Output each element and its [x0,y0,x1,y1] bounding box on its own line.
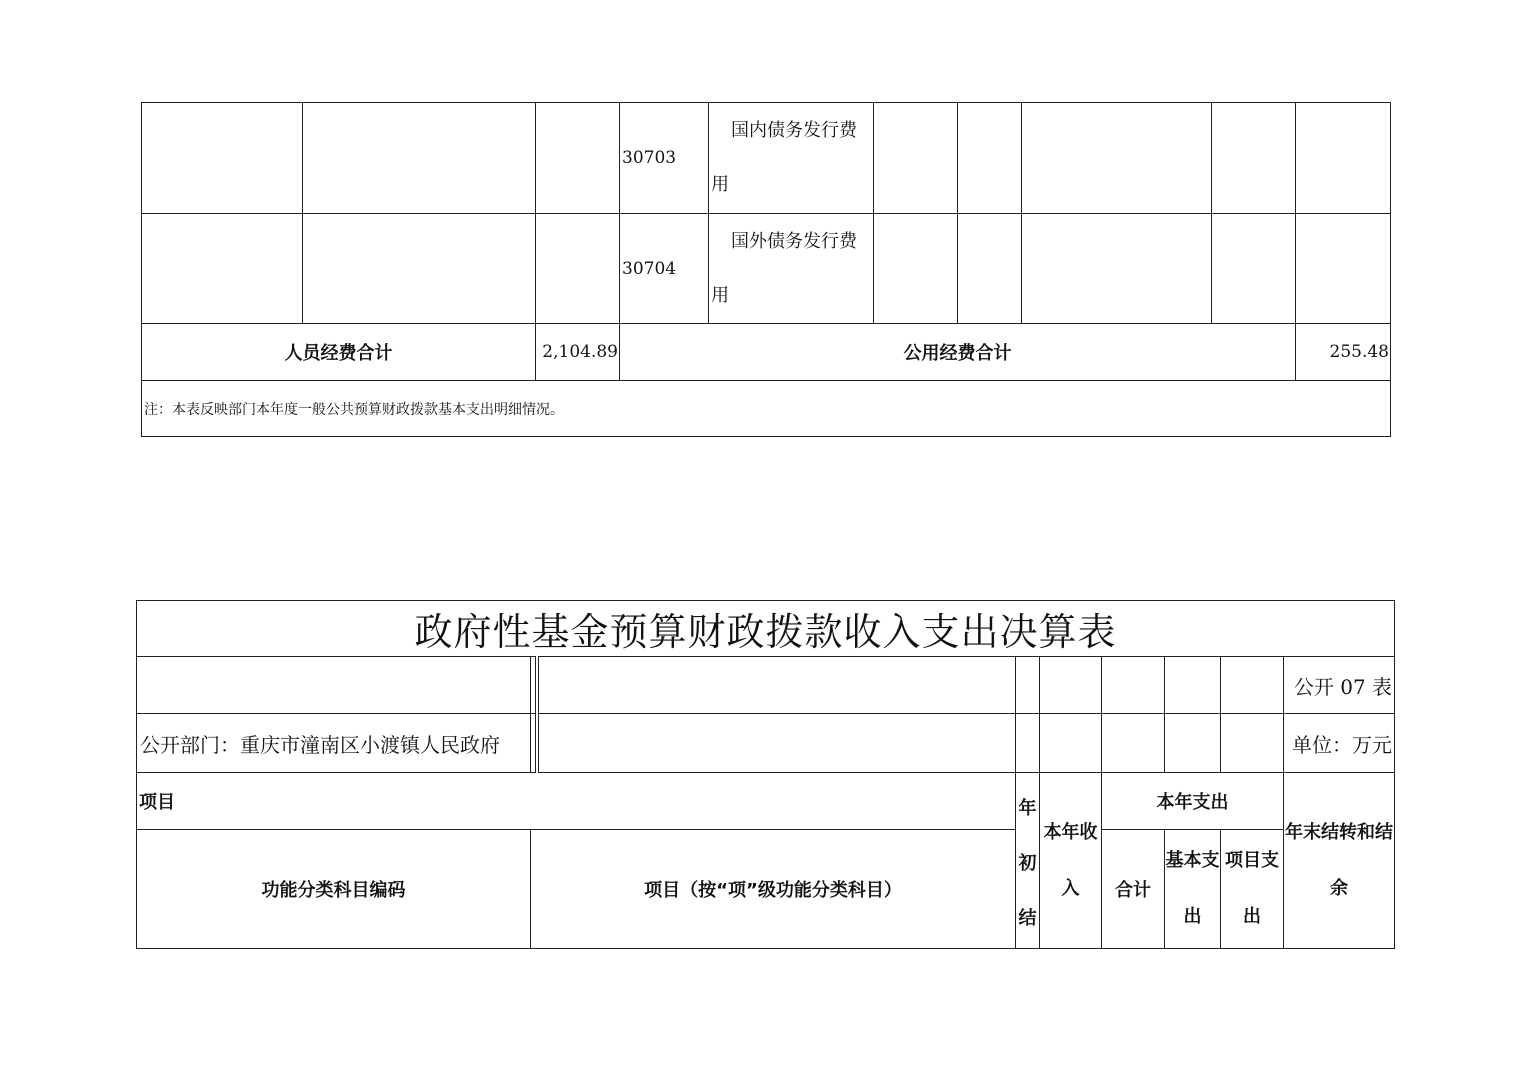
name-line-2: 用 [711,174,729,195]
public-total-label: 公用经费合计 [620,324,1296,381]
header-expenditure: 本年支出 [1102,773,1284,830]
header-basic: 基本支出 [1165,830,1221,949]
header-project: 项目支出 [1221,830,1284,949]
header-opening-balance: 年初结 [1016,773,1040,949]
government-fund-budget-table [136,600,1395,949]
name-line-1: 国外债务发行费 [731,230,857,252]
header-item-by-class: 项目（按“项”级功能分类科目） [531,830,1016,949]
header-item: 项目 [137,773,1016,830]
personnel-total-value: 2,104.89 [536,324,620,381]
public-total-value: 255.48 [1296,324,1391,381]
title-row [137,601,1395,657]
table-note: 注：本表反映部门本年度一般公共预算财政拨款基本支出明细情况。 [142,381,1391,437]
expense-detail-table-continued [141,102,1391,437]
header-total: 合计 [1102,830,1165,949]
form-number-row [137,657,1395,714]
economic-name-cell [709,214,874,324]
table-row [142,214,1391,324]
name-line-1: 国内债务发行费 [731,120,857,141]
name-line-2: 用 [711,284,729,306]
header-income: 本年收入 [1040,773,1102,949]
header-function-code: 功能分类科目编码 [137,830,531,949]
economic-name-cell [709,103,874,214]
header-row-2 [137,830,1395,949]
header-year-end: 年末结转和结余 [1284,773,1395,949]
department-label: 公开部门：重庆市潼南区小渡镇人民政府 [137,714,531,773]
unit-label: 单位：万元 [1284,714,1395,773]
header-row-1 [137,773,1395,830]
personnel-total-label: 人员经费合计 [142,324,536,381]
page-title: 政府性基金预算财政拨款收入支出决算表 [137,601,1395,657]
economic-code-cell: 30703 [620,103,709,214]
form-number: 公开 07 表 [1284,657,1395,714]
totals-row [142,324,1391,381]
economic-code-cell: 30704 [620,214,709,324]
department-row [137,714,1395,773]
table-row [142,103,1391,214]
note-row [142,381,1391,437]
